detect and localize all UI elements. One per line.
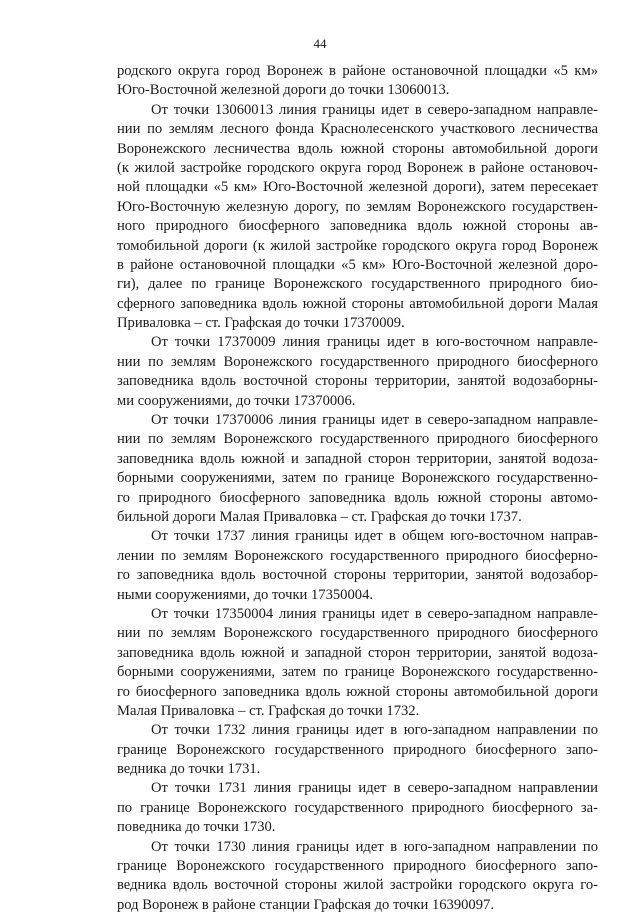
text-line: границе Воронежского государственного природного биосферного запо- [117, 741, 598, 758]
text-line: нии по землям Воронежского государственного природного биосферного [117, 353, 598, 370]
text-line: сферного заповедника вдоль южной стороны автомобильной дороги Малая [117, 295, 598, 312]
paragraph [117, 721, 598, 779]
text-line: От точки 1732 линия границы идет в юго-западном направлении по [151, 722, 598, 739]
text-line: ми сооружениями, до точки 17370006. [117, 392, 356, 409]
text-line: родского округа город Воронеж в районе остановочной площадки «5 км» [117, 63, 598, 79]
text-line: поведника до точки 1730. [117, 819, 276, 836]
text-line: От точки 17350004 линия границы идет в северо-западном направле- [151, 605, 598, 622]
text-line: ной площадки «5 км» Юго-Восточной железной дороги), затем пересекает [117, 179, 598, 196]
text-line: по границе Воронежского государственного природного биосферного за- [117, 799, 598, 816]
text-line: заповедника вдоль восточной стороны территории, занятой водозаборны- [117, 373, 598, 390]
text-line: ведника до точки 1731. [117, 761, 261, 778]
text-line: Юго-Восточной железной дороги до точки 13060013. [117, 82, 450, 99]
text-line: борными сооружениями, затем по границе Воронежского государственно- [117, 664, 598, 681]
text-line: нии по землям Воронежского государственного природного биосферного [117, 625, 598, 642]
text-line: го природного биосферного заповедника вдоль южной стороны автомо- [117, 489, 598, 506]
page-number: 44 [313, 36, 327, 51]
paragraph [117, 838, 598, 915]
paragraph [117, 527, 598, 605]
text-line: ными сооружениями, до точки 17350004. [117, 586, 374, 603]
text-line: борными сооружениями, затем по границе Воронежского государственно- [117, 470, 598, 487]
text-line: го биосферного заповедника вдоль южной стороны автомобильной дороги [117, 683, 598, 700]
text-line: нии по землям Воронежского государственного природного биосферного [117, 431, 598, 448]
text-line: род Воронеж в районе станции Графская до точки 16390097. [117, 896, 494, 913]
text-line: (к жилой застройке городского округа город Воронеж в районе остановоч- [117, 159, 598, 176]
text-line: От точки 17370009 линия границы идет в юго-восточном направле- [151, 334, 598, 351]
paragraph [117, 779, 598, 837]
paragraph [117, 333, 598, 411]
text-line: лении по землям Воронежского государственного природного биосферно- [117, 547, 598, 564]
text-line: От точки 1731 линия границы идет в северо-западном направлении [151, 780, 598, 797]
text-line: От точки 1730 линия границы идет в юго-западном направлении по [151, 838, 598, 855]
text-line: Малая Приваловка – ст. Графская до точки 1732. [117, 702, 420, 719]
text-line: От точки 17370006 линия границы идет в северо-западном направле- [151, 412, 598, 429]
paragraph [117, 605, 598, 721]
text-line: го заповедника вдоль восточной стороны территории, занятой водозабор- [117, 567, 598, 584]
paragraph [117, 101, 598, 334]
text-line: в районе остановочной площадки «5 км» Юго-Восточной железной доро- [117, 256, 598, 273]
text-line: томобильной дороги (к жилой застройке городского округа город Воронеж [117, 237, 598, 254]
text-line: Воронежского лесничества вдоль южной стороны автомобильной дороги [117, 140, 598, 157]
text-line: заповедника вдоль южной и западной сторон территории, занятой водоза- [117, 644, 598, 661]
paragraph [117, 411, 598, 527]
paragraph [117, 62, 598, 101]
text-line: ги), далее по границе Воронежского государственного природного био- [117, 276, 598, 293]
text-line: От точки 1737 линия границы идет в общем юго-восточном направ- [151, 528, 598, 545]
text-line: От точки 13060013 линия границы идет в северо-западном направле- [151, 101, 598, 118]
text-line: ведника вдоль восточной стороны жилой застройки городского округа го- [117, 877, 598, 894]
text-line: бильной дороги Малая Приваловка – ст. Графская до точки 1737. [117, 508, 522, 525]
text-line: границе Воронежского государственного природного биосферного запо- [117, 858, 598, 875]
text-line: нии по землям лесного фонда Краснолесенского участкового лесничества [117, 121, 598, 138]
text-line: ного природного биосферного заповедника вдоль южной стороны ав- [117, 218, 598, 235]
text-line: заповедника вдоль южной и западной сторон территории, занятой водоза- [117, 450, 598, 467]
text-line: Приваловка – ст. Графская до точки 17370009. [117, 315, 405, 332]
document-body [117, 62, 598, 915]
text-line: Юго-Восточную железную дорогу, по землям Воронежского государствен- [117, 198, 598, 215]
